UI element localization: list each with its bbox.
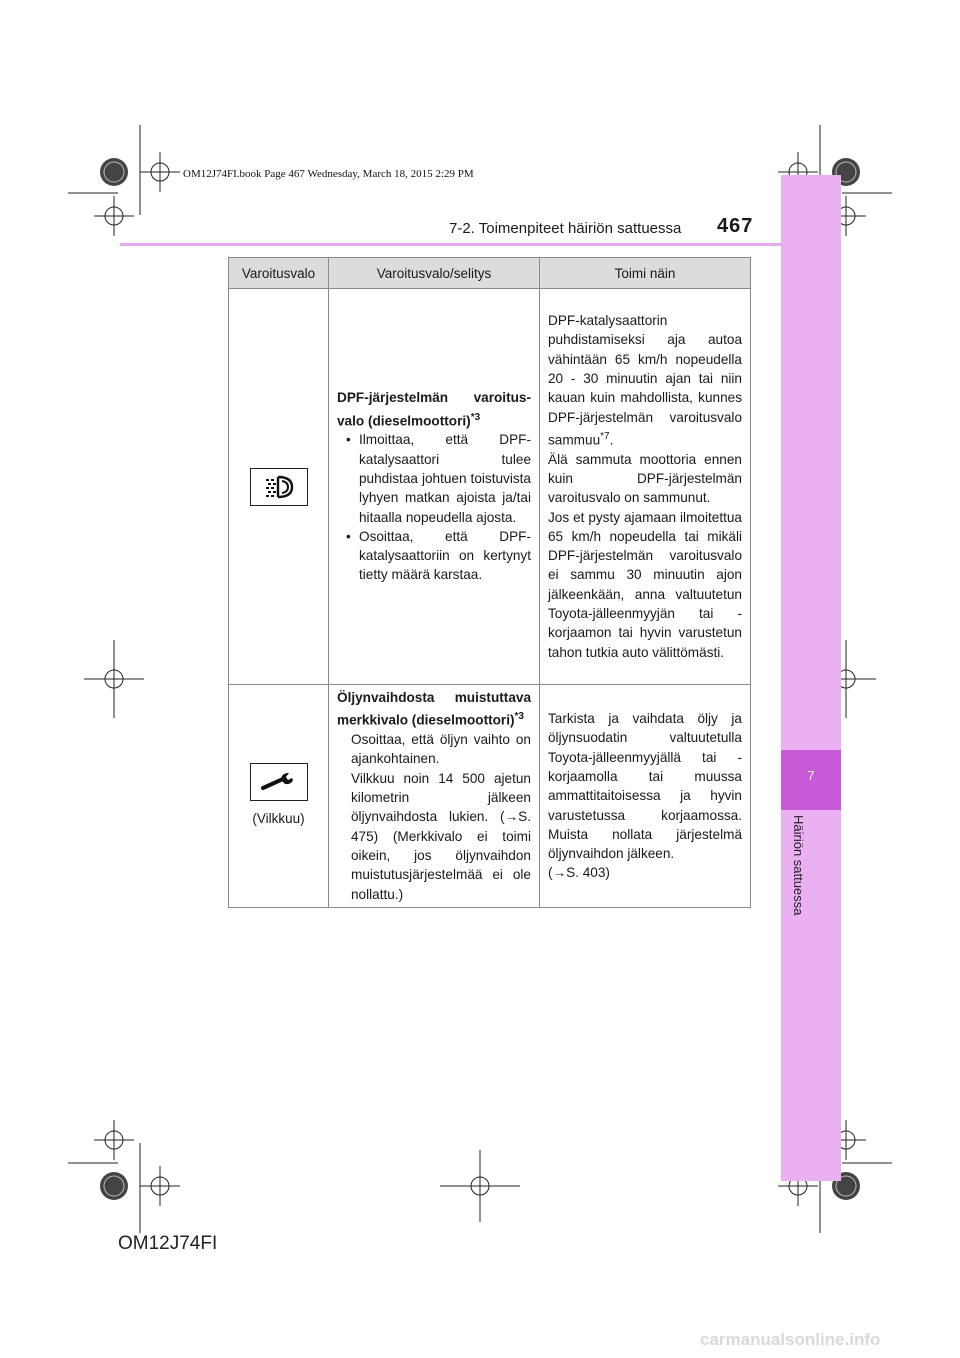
action-text: DPF-katalysaattorin puhdistamiseksi aja autoa vähintään 65 km/h nopeudella 20 - 30 minuutin ajan tai niin kauan kuin mahdollista, kunnes DPF-järjestelmän varoitusvalo sammuu$^{*7}$. [548,313,742,448]
chapter-number: 7 [807,768,815,783]
chapter-label: Häiriön sattuessa [791,815,806,916]
page-number: 467 [717,215,754,237]
dpf-warning-icon [250,468,308,506]
warning-light-table [228,257,751,908]
action-cell [540,289,751,685]
description-points [337,430,531,584]
column-header-action: Toimi näin [540,258,751,289]
light-name: Öljynvaihdosta muistuttava merkkivalo (dieselmoottori)$^{*3}$ [337,690,531,728]
light-cell [229,685,329,908]
description-text: Osoittaa, että öljyn vaihto on ajankohtainen. [351,732,531,767]
table-row [229,685,751,908]
manual-code: OM12J74FI [118,1233,218,1254]
watermark: carmanualsonline.info [700,1330,881,1349]
list-item: • Osoittaa, että DPF-katalysaattoriin on kertynyt tietty määrä karstaa. [359,527,531,585]
section-title: 7-2. Toimenpiteet häiriön sattuessa [449,220,682,237]
column-header-description: Varoitusvalo/selitys [329,258,540,289]
description-cell [329,289,540,685]
chapter-side-tab [781,175,841,1181]
page-reference[interactable]: (→S. 403) [548,865,610,881]
action-text: Tarkista ja vaihdata öljy ja öljynsuodatin valtuutetulla Toyota-jälleenmyyjällä tai -korjaamolla tai muussa ammattitaitoisessa ja hyvin varustetussa korjaamossa. Muista nollata järjestelmä öljynvaihdon jälkeen. [548,711,742,862]
header-rule [120,243,840,246]
list-item: • Ilmoittaa, että DPF-katalysaattori tulee puhdistaa johtuen toistuvista lyhyen matkan ajoista ja/tai hitaalla nopeudella ajosta. [359,430,531,526]
light-cell [229,289,329,685]
action-text: Älä sammuta moottoria ennen kuin DPF-järjestelmän varoitusvalo on sammunut. [548,451,742,506]
book-file-line: OM12J74FI.book Page 467 Wednesday, March 18, 2015 2:29 PM [183,168,474,180]
table-header-row [229,258,751,289]
wrench-icon [250,763,308,801]
light-name: DPF-järjestelmän varoitus-valo (dieselmoottori)$^{*3}$ [337,390,531,429]
column-header-light: Varoitusvalo [229,258,329,289]
action-text: Jos et pysty ajamaan ilmoitettua 65 km/h nopeudella tai mikäli DPF-järjestelmän varoitusvalo ei sammu 30 minuutin ajon jälkeenkään, anna valtuutetun Toyota-jälleenmyyjän tai -korjaamon tai hyvin varustetun tahon tutkia auto välittömästi. [548,509,742,660]
description-text: Vilkkuu noin 14 500 ajetun kilometrin jälkeen öljynvaihdosta lukien. (→S. 475) (Merkkivalo ei toimi oikein, jos öljynvaihdon muistutusjärjestelmää ei ole nollattu.) [351,770,531,902]
action-cell [540,685,751,908]
table-row [229,289,751,685]
description-cell [329,685,540,908]
icon-caption: (Vilkkuu) [252,811,305,827]
